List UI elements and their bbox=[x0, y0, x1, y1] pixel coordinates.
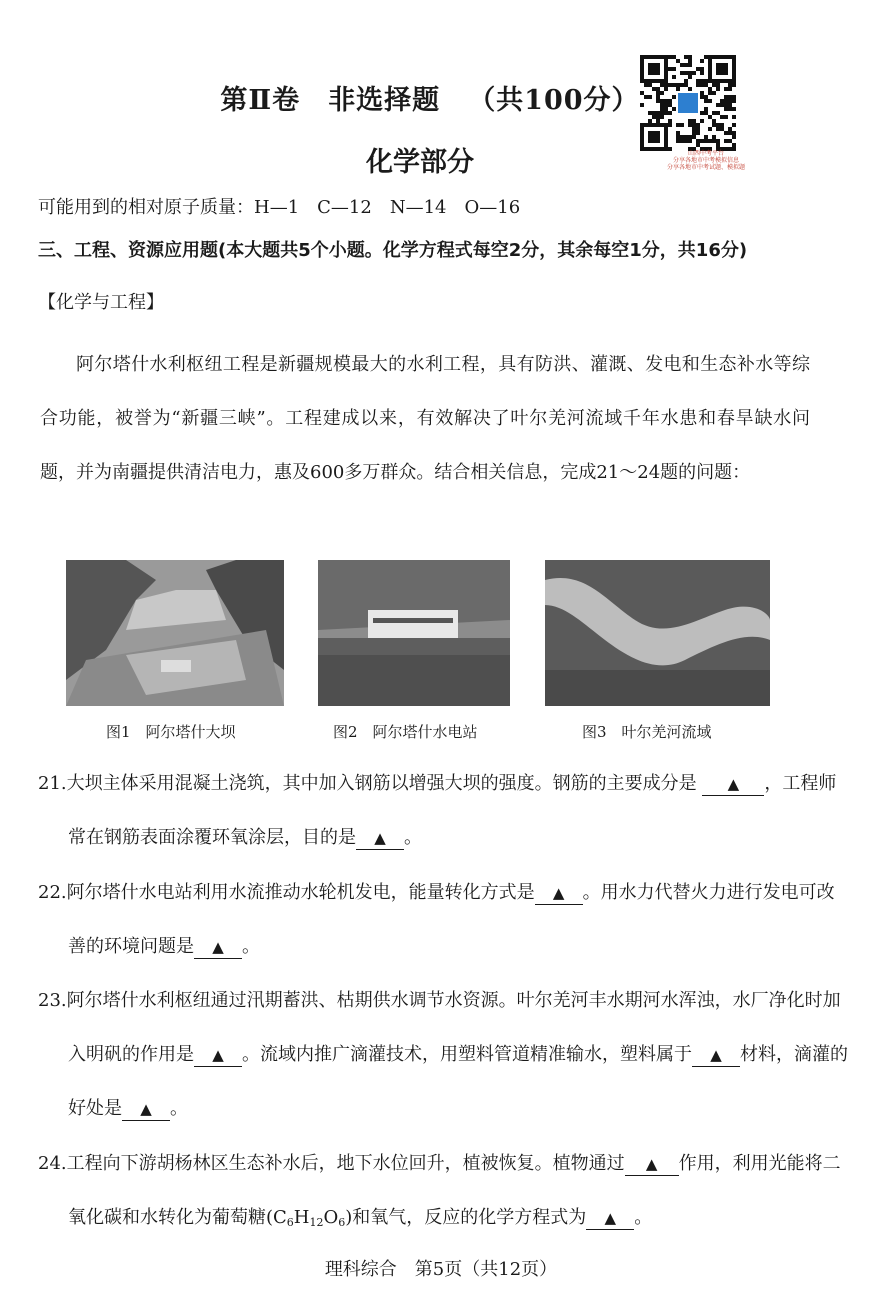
question-text: 。流域内推广滴灌技术，用塑料管道精准输水，塑料属于 bbox=[242, 1044, 692, 1065]
triangle-icon: ▲ bbox=[604, 1209, 617, 1227]
topic-heading: 【化学与工程】 bbox=[38, 292, 164, 313]
part-score: （共100分） bbox=[468, 85, 640, 116]
triangle-icon: ▲ bbox=[552, 884, 565, 902]
answer-blank[interactable] bbox=[194, 1044, 242, 1067]
figure-2-caption: 图2 阿尔塔什水电站 bbox=[333, 723, 478, 741]
triangle-icon: ▲ bbox=[645, 1155, 658, 1173]
subscript: 6 bbox=[338, 1216, 346, 1229]
triangle-icon: ▲ bbox=[710, 1046, 722, 1064]
question-text: 阿尔塔什水电站利用水流推动水轮机发电，能量转化方式是 bbox=[66, 882, 535, 903]
triangle-icon: ▲ bbox=[727, 775, 740, 793]
qr-caption-line: 山西中考平台 bbox=[687, 150, 724, 157]
section-heading: 三、工程、资源应用题(本大题共5个小题。化学方程式每空2分，其余每空1分，共16分) bbox=[38, 240, 748, 261]
figure-1-dam-photo bbox=[66, 560, 284, 706]
question-text: 大坝主体采用混凝土浇筑，其中加入钢筋以增强大坝的强度。钢筋的主要成分是 bbox=[66, 773, 697, 794]
answer-blank[interactable] bbox=[692, 1044, 740, 1067]
answer-blank[interactable] bbox=[356, 827, 404, 850]
question-text: 。 bbox=[404, 827, 422, 848]
atomic-masses: 可能用到的相对原子质量：H—1 C—12 N—14 O—16 bbox=[38, 197, 521, 218]
figure-3-river-basin-photo bbox=[545, 560, 770, 706]
subscript: 6 bbox=[286, 1216, 294, 1229]
triangle-icon: ▲ bbox=[212, 938, 224, 956]
question-text: 。 bbox=[170, 1098, 188, 1119]
question-text: 。 bbox=[242, 936, 260, 957]
question-text: 。用水力代替火力进行发电可改善的环境问题是 bbox=[68, 882, 835, 957]
qr-caption-line: 分享各地市中考模拟信息 bbox=[672, 157, 739, 164]
figure-2-power-station-photo bbox=[318, 560, 510, 706]
answer-blank[interactable] bbox=[122, 1098, 170, 1121]
question-text: 阿尔塔什水利枢纽通过汛期蓄洪、枯期供水调节水资源。叶尔羌河丰水期河水浑浊，水厂净化时加入明矾的作用是 bbox=[66, 990, 841, 1065]
part-number: 第Ⅱ卷 bbox=[220, 85, 301, 116]
triangle-icon: ▲ bbox=[212, 1046, 224, 1064]
figure-1-caption: 图1 阿尔塔什大坝 bbox=[106, 723, 236, 741]
answer-blank[interactable] bbox=[625, 1153, 679, 1176]
part-name: 非选择题 bbox=[328, 85, 441, 116]
answer-blank[interactable] bbox=[702, 773, 764, 796]
qr-code-icon[interactable] bbox=[640, 55, 736, 151]
question-text: 。 bbox=[634, 1207, 653, 1228]
question-22 bbox=[38, 866, 848, 974]
question-number: 22. bbox=[38, 882, 67, 903]
question-text: ，工程师常在钢筋表面涂覆环氧涂层，目的是 bbox=[68, 773, 837, 848]
qr-caption-line: 分享各地市中考试题、模拟题 bbox=[666, 164, 745, 171]
question-text: )和氧气，反应的化学方程式为 bbox=[345, 1207, 587, 1228]
formula-element: H bbox=[293, 1207, 310, 1228]
subject-title: 化学部分 bbox=[366, 147, 474, 178]
question-number: 21. bbox=[38, 773, 67, 794]
question-number: 24. bbox=[38, 1153, 67, 1174]
answer-blank[interactable] bbox=[586, 1207, 634, 1230]
question-number: 23. bbox=[38, 990, 67, 1011]
question-text: 材料，滴灌的好处是 bbox=[68, 1044, 848, 1119]
question-text: 工程向下游胡杨林区生态补水后，地下水位回升，植被恢复。植物通过 bbox=[66, 1153, 625, 1174]
question-24 bbox=[38, 1137, 848, 1250]
question-23 bbox=[38, 974, 848, 1136]
question-text: 作用，利用光能将二氧化碳和水转化为葡萄糖(C bbox=[68, 1153, 841, 1228]
question-21 bbox=[38, 757, 848, 865]
intro-paragraph: 阿尔塔什水利枢纽工程是新疆规模最大的水利工程，具有防洪、灌溉、发电和生态补水等综合功能，被誉为“新疆三峡”。工程建成以来，有效解决了叶尔羌河流域千年水患和春旱缺水问题，并为南疆提供清洁电力，惠及600多万群众。结合相关信息，完成21～24题的问题： bbox=[40, 354, 810, 483]
formula-element: O bbox=[323, 1207, 339, 1228]
page-footer: 理科综合 第5页（共12页） bbox=[324, 1259, 558, 1280]
answer-blank[interactable] bbox=[194, 936, 242, 959]
triangle-icon: ▲ bbox=[140, 1100, 152, 1118]
subscript: 12 bbox=[309, 1216, 324, 1229]
answer-blank[interactable] bbox=[535, 882, 583, 905]
figure-3-caption: 图3 叶尔羌河流域 bbox=[582, 723, 712, 741]
triangle-icon: ▲ bbox=[374, 829, 386, 847]
